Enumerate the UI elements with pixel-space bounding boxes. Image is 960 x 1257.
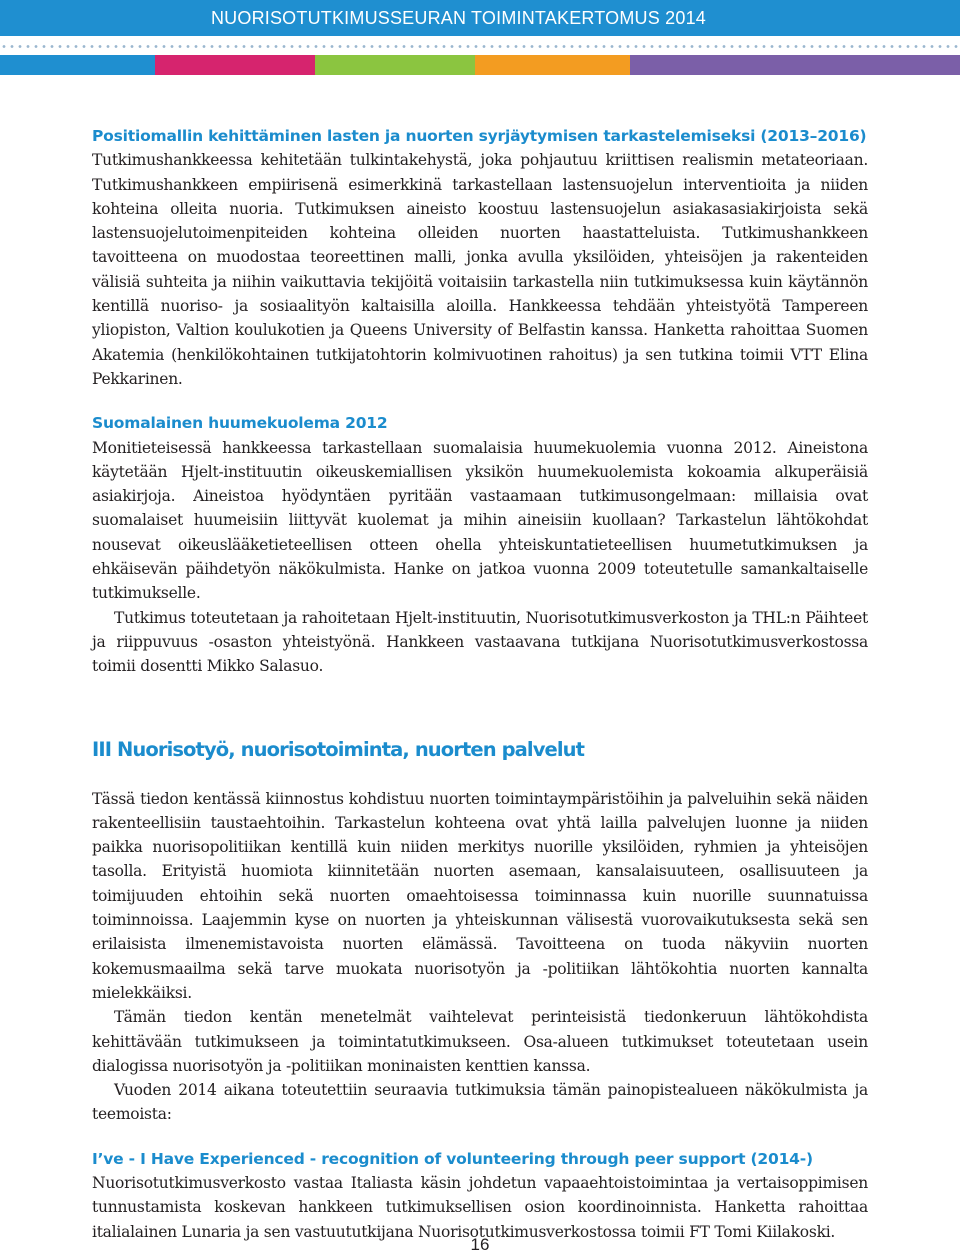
paragraph: Monitieteisessä hankkeessa tarkastellaan suomalaisia huumekuolemia vuonna 2012. Aineistona käytetään Hjelt-instituutin oikeuskemiallisen yksikön huumekuolemista kokoamia alkuperäisiä asiakirjoja. Aineistoa hyödyntäen pyritään vastaamaan tutkimusongelmaan: millaisia ovat suomalaiset huumeisiin liittyvät kuolemat ja mihin aineisiin kuollaan? Tarkastelun lähtökohdat nousevat oikeuslääketieteellisen otteen ohella yhteiskuntatieteellisen huumetutkimuksen ja ehkäisevän päihdetyön näkökulmista. Hanke on jatkoa vuonna 2009 toteutetulle samankaltaiselle tutkimukselle. xyxy=(92,438,868,603)
page-number: 16 xyxy=(470,1235,490,1254)
section-ive xyxy=(92,1147,868,1244)
header-bar xyxy=(0,0,960,36)
color-band-magenta xyxy=(155,55,315,75)
paragraph: Tässä tiedon kentässä kiinnostus kohdistuu nuorten toimintaympäristöihin ja palveluihin sekä näiden rakenteellisiin taustaehtoihin. Tarkastelun kohteena ovat yhtä lailla palvelujen luonne ja niiden paikka nuorisopolitiikan kentillä kuin niiden merkitys nuorille yksilöiden, ryhmien ja yhteisöjen tasolla. Erityistä huomiota kiinnitetään nuorten asemaan, kansalaisuuteen, osallisuuteen ja toimijuuden ehtoihin sekä nuorten omaehtoisessa toiminnassa kuin nuorille suunnatuissa toiminnoissa. Laajemmin kyse on nuorten ja yhteiskunnan välisestä vuorovaikutuksesta sekä sen erilaisista ilmenemistavoista nuorten elämässä. Tavoitteena on tuoda näkyviin nuorten kokemusmaailma sekä tarve muokata nuorisotyön ja -politiikan lähtökohtia nuorten kannalta mielekkäiksi. xyxy=(92,789,868,1002)
paragraph: Vuoden 2014 aikana toteutettiin seuraavia tutkimuksia tämän painopistealueen näkökulmista ja teemoista: xyxy=(92,1081,868,1124)
section-heading: Positiomallin kehittäminen lasten ja nuorten syrjäytymisen tarkastelemiseksi (2013–2016) xyxy=(92,127,867,145)
paragraph: Tämän tiedon kentän menetelmät vaihtelevat perinteisistä tiedonkeruun lähtökohdista kehittävään tutkimukseen ja toimintatutkimukseen. Osa-alueen tutkimukset toteutetaan usein dialogissa nuorisotyön ja -politiikan moninaisten kenttien kanssa. xyxy=(92,1008,868,1075)
page-content xyxy=(92,124,868,1244)
color-band-purple xyxy=(630,55,960,75)
section-heading: I’ve - I Have Experienced - recognition of volunteering through peer support (2014-) xyxy=(92,1149,813,1168)
chapter-heading: III Nuorisotyö, nuorisotoiminta, nuorten palvelut xyxy=(92,737,585,761)
section-positiomalli xyxy=(92,124,868,391)
paragraph: Nuorisotutkimusverkosto vastaa Italiasta käsin johdetun vapaaehtoistoimintaa ja vertaisoppimisen tunnustamista koskevan hankkeen tutkimuksellisen osion koordinoinnista. Hanketta rahoittaa italialainen Lunaria ja sen vastuututkijana Nuorisotutkimusverkostossa toimii FT Tomi Kiilakoski. xyxy=(92,1173,868,1241)
color-band-blue xyxy=(0,55,155,75)
section-nuorisotyo xyxy=(92,735,868,1127)
dotted-divider xyxy=(0,45,960,48)
paragraph: Tutkimushankkeessa kehitetään tulkintakehystä, joka pohjautuu kriittisen realismin metateoriaan. Tutkimushankkeen empiirisenä esimerkkinä tarkastellaan lastensuojelun interventioita ja niiden kohteina olleita nuoria. Tutkimuksen aineisto koostuu lastensuojelun asiakasasiakirjoista sekä lastensuojelutoimenpiteiden kohteina olleiden nuorten haastatteluista. Tutkimushankkeen tavoitteena on muodostaa teoreettinen malli, jonka avulla yksilöiden, yhteisöjen ja rakenteiden välisiä suhteita ja niihin vaikuttavia tekijöitä voitaisiin tarkastella niin tutkimuksessa kuin käytännön kentillä nuoriso- ja sosiaalityön kaltaisilla aloilla. Hankkeessa tehdään yhteistyötä Tampereen yliopiston, Valtion koulukotien ja Queens University of Belfastin kanssa. Hanketta rahoittaa Suomen Akatemia (henkilökohtainen tutkijatohtorin kolmivuotinen rahoitus) ja sen tutkina toimii VTT Elina Pekkarinen. xyxy=(92,151,868,388)
section-heading: Suomalainen huumekuolema 2012 xyxy=(92,414,388,433)
paragraph: Tutkimus toteutetaan ja rahoitetaan Hjelt-instituutin, Nuorisotutkimusverkoston ja THL:n Päihteet ja riippuvuus -osaston yhteistyönä. Hankkeen vastaavana tutkijana Nuorisotutkimusverkostossa toimii dosentti Mikko Salasuo. xyxy=(92,608,868,676)
color-band-orange xyxy=(475,55,630,75)
section-huumekuolema xyxy=(92,411,868,678)
running-header-title: NUORISOTUTKIMUSSEURAN TOIMINTAKERTOMUS 2014 xyxy=(210,8,706,28)
color-band-green xyxy=(315,55,475,75)
